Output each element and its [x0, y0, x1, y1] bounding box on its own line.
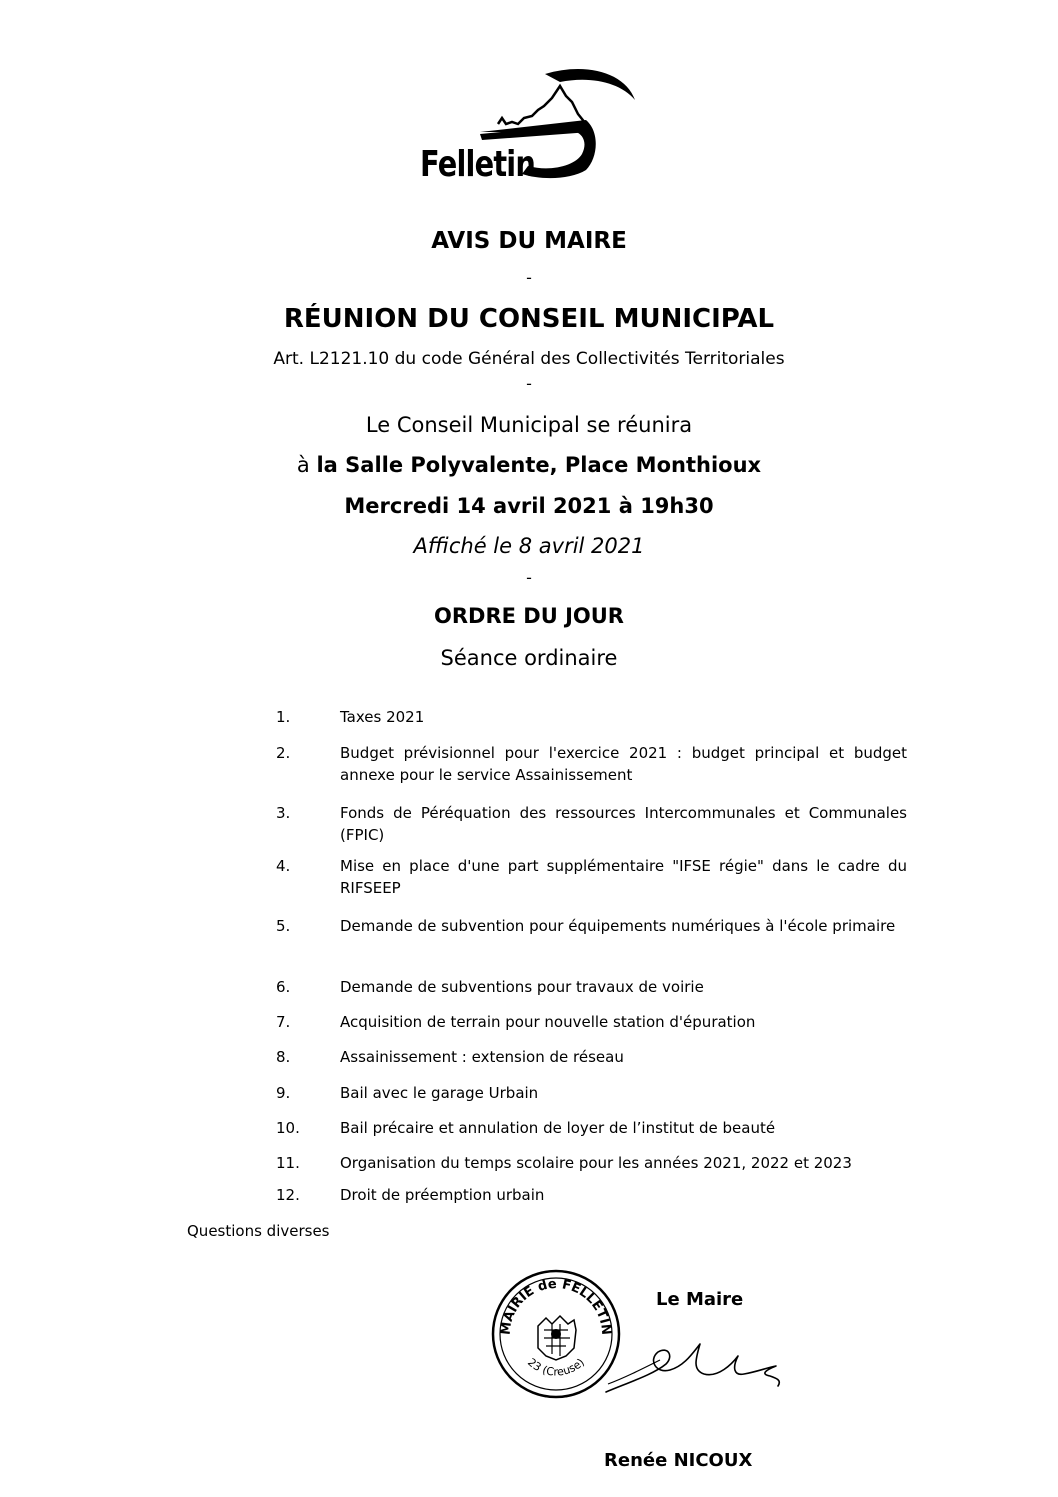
agenda-title: ORDRE DU JOUR	[434, 604, 624, 628]
separator: -	[526, 568, 532, 587]
questions-diverses: Questions diverses	[187, 1222, 330, 1240]
agenda-item-number: 11.	[276, 1154, 300, 1172]
seal-top-text: MAIRIE de FELLETIN	[498, 1276, 614, 1336]
agenda-item-number: 2.	[276, 744, 291, 762]
separator: -	[526, 374, 532, 393]
meeting-date: Mercredi 14 avril 2021 à 19h30	[344, 494, 714, 518]
felletin-logo	[410, 62, 650, 192]
avis-title: AVIS DU MAIRE	[431, 228, 627, 254]
separator: -	[526, 268, 532, 287]
agenda-item-text: Acquisition de terrain pour nouvelle station d'épuration	[340, 1013, 756, 1031]
reunion-title: RÉUNION DU CONSEIL MUNICIPAL	[283, 304, 775, 334]
posted-date: Affiché le 8 avril 2021	[413, 534, 645, 558]
agenda-item-number: 6.	[276, 978, 291, 996]
mayor-name: Renée NICOUX	[604, 1450, 753, 1471]
agenda-item-number: 3.	[276, 804, 291, 822]
signature-icon	[600, 1330, 800, 1400]
logo-text: Felletin	[420, 144, 536, 185]
agenda-item-text: Assainissement : extension de réseau	[340, 1048, 624, 1066]
article-reference: Art. L2121.10 du code Général des Collectivités Territoriales	[273, 349, 785, 369]
meeting-intro: Le Conseil Municipal se réunira	[365, 413, 693, 437]
session-type: Séance ordinaire	[440, 646, 618, 670]
agenda-item-text: Bail avec le garage Urbain	[340, 1084, 539, 1102]
agenda-item-text: Taxes 2021	[340, 708, 425, 726]
agenda-item-text: Droit de préemption urbain	[340, 1186, 545, 1204]
agenda-item-text: Mise en place d'une part supplémentaire "IFSE régie" dans le cadre du RIFSEEP	[340, 857, 907, 897]
place-prefix: à	[296, 453, 317, 477]
svg-text:23 (Creuse)	[525, 1356, 587, 1379]
agenda-item-text: Budget prévisionnel pour l'exercice 2021 : budget principal et budget annexe pour le service Assainissement	[340, 744, 907, 784]
agenda-item-number: 12.	[276, 1186, 300, 1204]
signature-title: Le Maire	[656, 1289, 744, 1310]
agenda-item-number: 10.	[276, 1119, 300, 1137]
agenda-item-text: Demande de subventions pour travaux de voirie	[340, 978, 704, 996]
agenda-item-number: 5.	[276, 917, 291, 935]
agenda-item-number: 4.	[276, 857, 291, 875]
meeting-place: la Salle Polyvalente, Place Monthioux	[316, 453, 762, 477]
agenda-item-text: Demande de subvention pour équipements numériques à l'école primaire	[340, 917, 896, 935]
agenda-item-number: 9.	[276, 1084, 291, 1102]
meeting-place-line	[0, 453, 1058, 477]
agenda-item-text: Fonds de Péréquation des ressources Intercommunales et Communales (FPIC)	[340, 804, 907, 844]
handwritten-signature	[600, 1330, 800, 1400]
agenda-item-number: 1.	[276, 708, 291, 726]
agenda-item-number: 8.	[276, 1048, 291, 1066]
agenda-item-text: Organisation du temps scolaire pour les années 2021, 2022 et 2023	[340, 1154, 852, 1172]
seal-bottom-text: 23 (Creuse)	[525, 1355, 588, 1379]
agenda-item-number: 7.	[276, 1013, 291, 1031]
agenda-item-text: Bail précaire et annulation de loyer de l’institut de beauté	[340, 1119, 776, 1137]
